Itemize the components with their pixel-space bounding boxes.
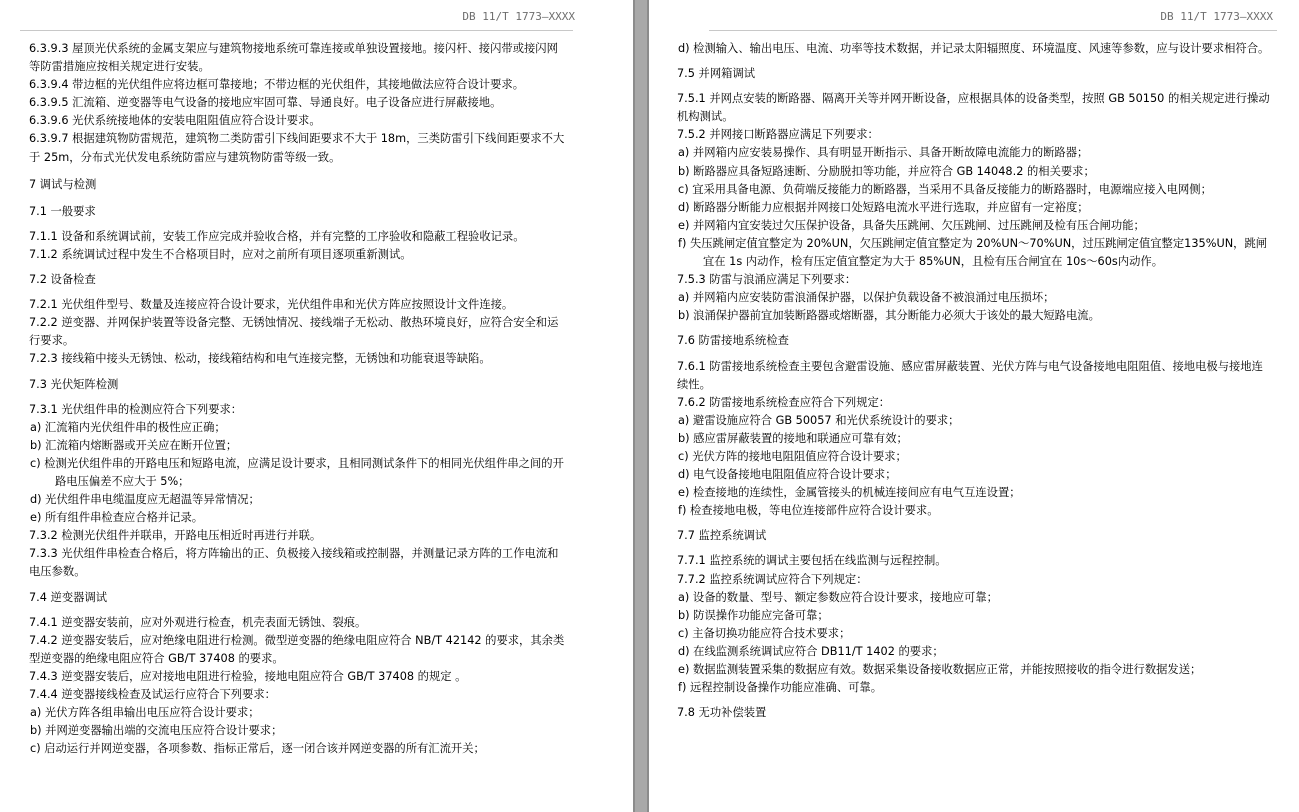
clause-paragraph: 7.1.1 设备和系统调试前，安装工作应完成并验收合格，并有完整的工序验收和隐蔽工程验收记录。: [29, 229, 525, 243]
list-item: c) 光伏方阵的接地电阻阻值应符合设计要求；: [678, 449, 907, 463]
list-item: b) 浪涌保护器前宜加装断路器或熔断器，其分断能力必须大于该处的最大短路电流。: [678, 309, 1100, 323]
page-header-code: DB 11/T 1773—XXXX: [462, 10, 575, 23]
list-item: e) 并网箱内宜安装过欠压保护设备，具备失压跳闸、欠压跳闸、过压跳闸及检有压合闸功能；: [678, 218, 1145, 232]
list-item: d) 断路器分断能力应根据并网接口处短路电流水平进行选取，并应留有一定裕度；: [678, 200, 1089, 214]
clause-paragraph: 7.3.1 光伏组件串的检测应符合下列要求：: [29, 402, 243, 416]
clause-paragraph: 7.7.2 监控系统调试应符合下列规定：: [677, 572, 868, 586]
page-header-code: DB 11/T 1773—XXXX: [1160, 10, 1273, 23]
header-divider: [20, 30, 573, 31]
list-item: a) 避雷设施应符合 GB 50057 和光伏系统设计的要求；: [678, 413, 960, 427]
section-heading: 7.8 无功补偿装置: [677, 706, 767, 720]
clause-paragraph: 7.3.2 检测光伏组件并联串，开路电压相近时再进行并联。: [29, 529, 322, 543]
clause-paragraph: 7.2.3 接线箱中接头无锈蚀、松动，接线箱结构和电气连接完整，无锈蚀和功能衰退等缺陷。: [29, 352, 491, 366]
clause-paragraph: 7.4.4 逆变器接线检查及试运行应符合下列要求：: [29, 688, 276, 701]
list-item: f) 检查接地电极，等电位连接部件应符合设计要求。: [678, 504, 939, 518]
section-heading: 7.7 监控系统调试: [677, 529, 767, 543]
list-item: c) 宜采用具备电源、负荷端反接能力的断路器，当采用不具备反接能力的断路器时，电源端应接入电网侧；: [678, 182, 1212, 196]
clause-paragraph: 7.7.1 监控系统的调试主要包括在线监测与远程控制。: [677, 554, 947, 568]
list-item: d) 在线监测系统调试应符合 DB11/T 1402 的要求；: [678, 644, 944, 658]
list-item: b) 并网逆变器输出端的交流电压应符合设计要求；: [30, 724, 283, 738]
list-item: b) 汇流箱内熔断器或开关应在断开位置；: [30, 438, 238, 452]
clause-paragraph: 6.3.9.6 光伏系统接地体的安装电阻阻值应符合设计要求。: [29, 114, 321, 128]
clause-paragraph: 7.2.2 逆变器、并网保护装置等设备完整、无锈蚀情况、接线端子无松动、散热环境良好，应符合安全和运行要求。: [29, 316, 559, 348]
section-heading: 7.2 设备检查: [29, 273, 96, 287]
list-item: b) 断路器应具备短路速断、分励脱扣等功能，并应符合 GB 14048.2 的相关要求；: [678, 164, 1095, 178]
clause-paragraph: 7.5.3 防雷与浪涌应满足下列要求：: [677, 273, 857, 287]
list-item: c) 主备切换功能应符合技术要求；: [678, 626, 851, 640]
clause-paragraph: 7.5.1 并网点安装的断路器、隔离开关等并网开断设备，应根据具体的设备类型，按照 GB 50150 的相关规定进行操动机构测试。: [677, 92, 1270, 124]
list-item: a) 光伏方阵各组串输出电压应符合设计要求；: [30, 706, 260, 720]
clause-paragraph: 7.3.3 光伏组件串检查合格后，将方阵输出的正、负极接入接线箱或控制器，并测量记录方阵的工作电流和电压参数。: [29, 547, 559, 579]
list-item: b) 感应雷屏蔽装置的接地和联通应可靠有效；: [678, 431, 908, 445]
document-page-right: [649, 0, 1299, 812]
page-body: [29, 40, 569, 758]
list-item: a) 汇流箱内光伏组件串的极性应正确；: [30, 420, 226, 434]
list-item: a) 并网箱内应安装防雷浪涌保护器，以保护负载设备不被浪涌过电压损坏；: [678, 291, 1055, 305]
section-heading: 7.1 一般要求: [29, 204, 96, 218]
list-item: e) 所有组件串检查应合格并记录。: [30, 511, 204, 525]
clause-paragraph: 7.5.2 并网接口断路器应满足下列要求：: [677, 128, 879, 142]
section-heading: 7.3 光伏矩阵检测: [29, 377, 119, 391]
list-item: f) 远程控制设备操作功能应准确、可靠。: [678, 681, 883, 695]
section-heading: 7 调试与检测: [29, 177, 97, 191]
clause-paragraph: 7.4.3 逆变器安装后，应对接地电阻进行检验，接地电阻应符合 GB/T 37408 的规定 。: [29, 669, 467, 683]
clause-paragraph: 6.3.9.7 根据建筑物防雷规范，建筑物二类防雷引下线间距要求不大于 18m，三类防雷引下线间距要求不大于 25m，分布式光伏发电系统防雷应与建筑物防雷等级一致。: [29, 132, 565, 164]
list-item: d) 检测输入、输出电压、电流、功率等技术数据，并记录太阳辐照度、环境温度、风速等参数，应与设计要求相符合。: [678, 42, 1270, 55]
section-heading: 7.5 并网箱调试: [677, 67, 756, 81]
list-item: d) 电气设备接地电阻阻值应符合设计要求；: [678, 468, 897, 482]
clause-paragraph: 6.3.9.4 带边框的光伏组件应将边框可靠接地；不带边框的光伏组件，其接地做法应符合设计要求。: [29, 78, 524, 92]
list-item: e) 检查接地的连续性，金属管接头的机械连接间应有电气互连设置；: [678, 486, 1021, 500]
list-item: c) 检测光伏组件串的开路电压和短路电流，应满足设计要求，且相同测试条件下的相同光伏组件串之间的开路电压偏差不应大于 5%；: [30, 456, 564, 488]
clause-paragraph: 7.6.2 防雷接地系统检查应符合下列规定：: [677, 395, 891, 409]
clause-paragraph: 7.2.1 光伏组件型号、数量及连接应符合设计要求，光伏组件串和光伏方阵应按照设计文件连接。: [29, 298, 514, 312]
section-heading: 7.6 防雷接地系统检查: [677, 334, 789, 348]
document-page-left: [0, 0, 633, 812]
clause-paragraph: 7.6.1 防雷接地系统检查主要包含避雷设施、感应雷屏蔽装置、光伏方阵与电气设备接地电阻阻值、接地电极与接地连续性。: [677, 359, 1263, 391]
clause-paragraph: 7.4.1 逆变器安装前，应对外观进行检查，机壳表面无锈蚀、裂痕。: [29, 615, 367, 629]
list-item: a) 并网箱内应安装易操作、具有明显开断指示、具备开断故障电流能力的断路器；: [678, 146, 1089, 160]
list-item: c) 启动运行并网逆变器，各项参数、指标正常后，逐一闭合该并网逆变器的所有汇流开关；: [30, 742, 485, 756]
page-gutter: [633, 0, 649, 812]
clause-paragraph: 7.4.2 逆变器安装后，应对绝缘电阻进行检测。微型逆变器的绝缘电阻应符合 NB/T 42142 的要求，其余类型逆变器的绝缘电阻应符合 GB/T 37408 的要求。: [29, 633, 565, 665]
clause-paragraph: 6.3.9.3 屋顶光伏系统的金属支架应与建筑物接地系统可靠连接或单独设置接地。接闪杆、接闪带或接闪网等防雷措施应按相关规定进行安装。: [29, 42, 558, 74]
list-item: d) 光伏组件串电缆温度应无超温等异常情况；: [30, 493, 260, 507]
list-item: b) 防误操作功能应完备可靠；: [678, 608, 829, 622]
clause-paragraph: 7.1.2 系统调试过程中发生不合格项目时，应对之前所有项目逐项重新测试。: [29, 247, 412, 261]
list-item: e) 数据监测装置采集的数据应有效。数据采集设备接收数据应正常，并能按照接收的指令进行数据发送；: [678, 663, 1202, 676]
list-item: f) 失压跳闸定值宜整定为 20%UN，欠压跳闸定值宜整定为 20%UN～70%UN，过压跳闸定值宜整定135%UN，跳闸宜在 1s 内动作，检有压定值宜整定为大于 85%UN，且检有压合闸宜在 10s～60s内动作。: [678, 236, 1268, 269]
list-item: a) 设备的数量、型号、额定参数应符合设计要求，接地应可靠；: [678, 590, 998, 604]
page-body: [677, 40, 1271, 729]
header-divider: [709, 30, 1277, 31]
section-heading: 7.4 逆变器调试: [29, 590, 108, 604]
clause-paragraph: 6.3.9.5 汇流箱、逆变器等电气设备的接地应牢固可靠、导通良好。电子设备应进行屏蔽接地。: [29, 96, 502, 110]
